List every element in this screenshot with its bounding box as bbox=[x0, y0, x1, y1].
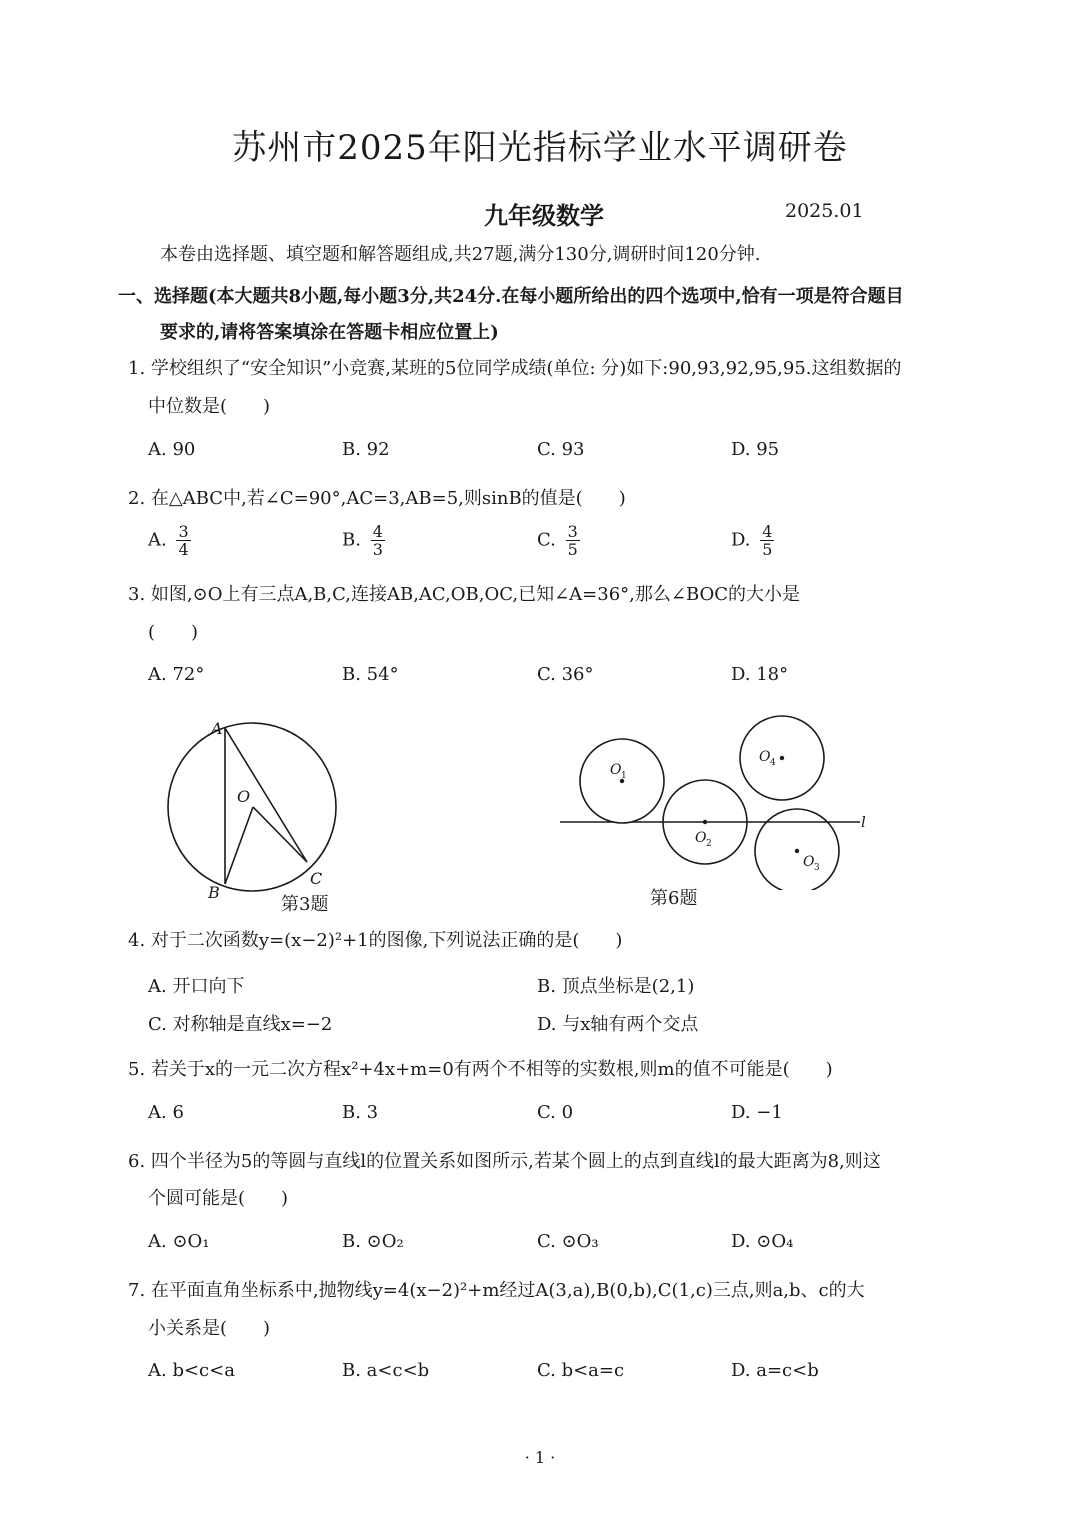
question-4-option-c: C. 对称轴是直线x=−2 bbox=[148, 1014, 333, 1035]
label-o4: O bbox=[759, 749, 771, 765]
question-3-line1: 3. 如图,⊙O上有三点A,B,C,连接AB,AC,OB,OC,已知∠A=36°,那么∠BOC的大小是 bbox=[128, 584, 801, 605]
question-3-option-b: B. 54° bbox=[342, 664, 399, 685]
question-4-line1: 4. 对于二次函数y=(x−2)²+1的图像,下列说法正确的是( ) bbox=[128, 930, 623, 951]
option-letter: D. bbox=[731, 529, 751, 551]
figure-6-diagram bbox=[555, 712, 875, 890]
question-4-option-d: D. 与x轴有两个交点 bbox=[537, 1014, 699, 1035]
fraction-numerator: 3 bbox=[178, 522, 189, 541]
center-o3 bbox=[795, 849, 799, 853]
question-7-option-c: C. b<a=c bbox=[537, 1360, 625, 1381]
center-o4 bbox=[780, 756, 784, 760]
subject-title: 九年级数学 bbox=[484, 201, 604, 230]
label-o1: O bbox=[610, 762, 622, 778]
question-7-option-b: B. a<c<b bbox=[342, 1360, 430, 1381]
option-letter: B. bbox=[342, 529, 361, 551]
question-2-line1: 2. 在△ABC中,若∠C=90°,AC=3,AB=5,则sinB的值是( ) bbox=[128, 488, 626, 509]
question-4-option-a: A. 开口向下 bbox=[148, 976, 245, 997]
question-6-line2: 个圆可能是( ) bbox=[148, 1188, 289, 1209]
question-3-line2: ( ) bbox=[148, 622, 199, 643]
question-6-option-a: A. ⊙O₁ bbox=[148, 1231, 210, 1252]
question-5-line1: 5. 若关于x的一元二次方程x²+4x+m=0有两个不相等的实数根,则m的值不可能是( ) bbox=[128, 1059, 833, 1080]
label-a: A bbox=[211, 719, 223, 738]
segment-oc bbox=[253, 807, 307, 862]
label-o1-sub: 1 bbox=[621, 771, 627, 781]
question-7-line2: 小关系是( ) bbox=[148, 1318, 271, 1339]
section-heading-line2: 要求的,请将答案填涂在答题卡相应位置上) bbox=[160, 322, 499, 343]
question-2-option-d bbox=[731, 523, 774, 558]
question-1-option-a: A. 90 bbox=[148, 439, 196, 460]
question-1-option-c: C. 93 bbox=[537, 439, 585, 460]
label-o2-sub: 2 bbox=[706, 839, 712, 849]
page-number: · 1 · bbox=[524, 1448, 556, 1467]
question-3-option-d: D. 18° bbox=[731, 664, 789, 685]
question-6-option-b: B. ⊙O₂ bbox=[342, 1231, 404, 1252]
label-o2: O bbox=[695, 830, 707, 846]
question-5-option-c: C. 0 bbox=[537, 1102, 574, 1123]
question-5-option-b: B. 3 bbox=[342, 1102, 379, 1123]
fraction bbox=[760, 523, 774, 558]
fraction-denominator: 5 bbox=[762, 540, 773, 559]
fraction bbox=[566, 523, 580, 558]
fraction bbox=[371, 523, 385, 558]
fraction bbox=[176, 523, 190, 558]
option-letter: C. bbox=[537, 529, 556, 551]
question-7-option-d: D. a=c<b bbox=[731, 1360, 819, 1381]
option-letter: A. bbox=[148, 529, 167, 551]
section-heading-line1: 一、选择题(本大题共8小题,每小题3分,共24分.在每小题所给出的四个选项中,恰有一项是符合题目 bbox=[118, 286, 904, 307]
question-7-line1: 7. 在平面直角坐标系中,抛物线y=4(x−2)²+m经过A(3,a),B(0,b),C(1,c)三点,则a,b、c的大 bbox=[128, 1280, 865, 1301]
fraction-denominator: 4 bbox=[178, 540, 189, 559]
fraction-numerator: 3 bbox=[567, 522, 578, 541]
question-6-option-d: D. ⊙O₄ bbox=[731, 1231, 794, 1252]
exam-title: 苏州市2025年阳光指标学业水平调研卷 bbox=[232, 128, 848, 168]
question-5-option-a: A. 6 bbox=[148, 1102, 184, 1123]
question-3-option-a: A. 72° bbox=[148, 664, 205, 685]
question-6-line1: 6. 四个半径为5的等圆与直线l的位置关系如图所示,若某个圆上的点到直线l的最大距离为8,则这 bbox=[128, 1151, 881, 1172]
circle-o bbox=[168, 723, 336, 891]
question-2-option-b bbox=[342, 523, 385, 558]
figure-3-caption: 第3题 bbox=[281, 894, 329, 915]
exam-intro: 本卷由选择题、填空题和解答题组成,共27题,满分130分,调研时间120分钟. bbox=[160, 244, 761, 265]
question-2-option-a bbox=[148, 523, 191, 558]
question-4-option-b: B. 顶点坐标是(2,1) bbox=[537, 976, 695, 997]
label-l: l bbox=[861, 813, 866, 831]
label-b: B bbox=[208, 883, 220, 902]
question-1-line1: 1. 学校组织了“安全知识”小竞赛,某班的5位同学成绩(单位: 分)如下:90,93,92,95,95.这组数据的 bbox=[128, 358, 902, 379]
question-7-option-a: A. b<c<a bbox=[148, 1360, 235, 1381]
center-o2 bbox=[703, 820, 707, 824]
label-o: O bbox=[237, 787, 251, 806]
fraction-numerator: 4 bbox=[762, 522, 773, 541]
figure-3-diagram bbox=[150, 712, 360, 918]
question-2-option-c bbox=[537, 523, 580, 558]
label-o3-sub: 3 bbox=[814, 863, 820, 873]
question-5-option-d: D. −1 bbox=[731, 1102, 783, 1123]
question-1-option-d: D. 95 bbox=[731, 439, 780, 460]
question-3-option-c: C. 36° bbox=[537, 664, 594, 685]
fraction-denominator: 3 bbox=[372, 540, 383, 559]
label-o3: O bbox=[803, 854, 815, 870]
question-6-option-c: C. ⊙O₃ bbox=[537, 1231, 599, 1252]
figure-6-caption: 第6题 bbox=[650, 888, 698, 909]
label-c: C bbox=[310, 869, 323, 888]
fraction-numerator: 4 bbox=[372, 522, 383, 541]
label-o4-sub: 4 bbox=[770, 758, 776, 768]
fraction-denominator: 5 bbox=[567, 540, 578, 559]
question-1-line2: 中位数是( ) bbox=[148, 396, 271, 417]
question-1-option-b: B. 92 bbox=[342, 439, 390, 460]
segment-ob bbox=[225, 807, 253, 884]
exam-date: 2025.01 bbox=[785, 200, 864, 222]
